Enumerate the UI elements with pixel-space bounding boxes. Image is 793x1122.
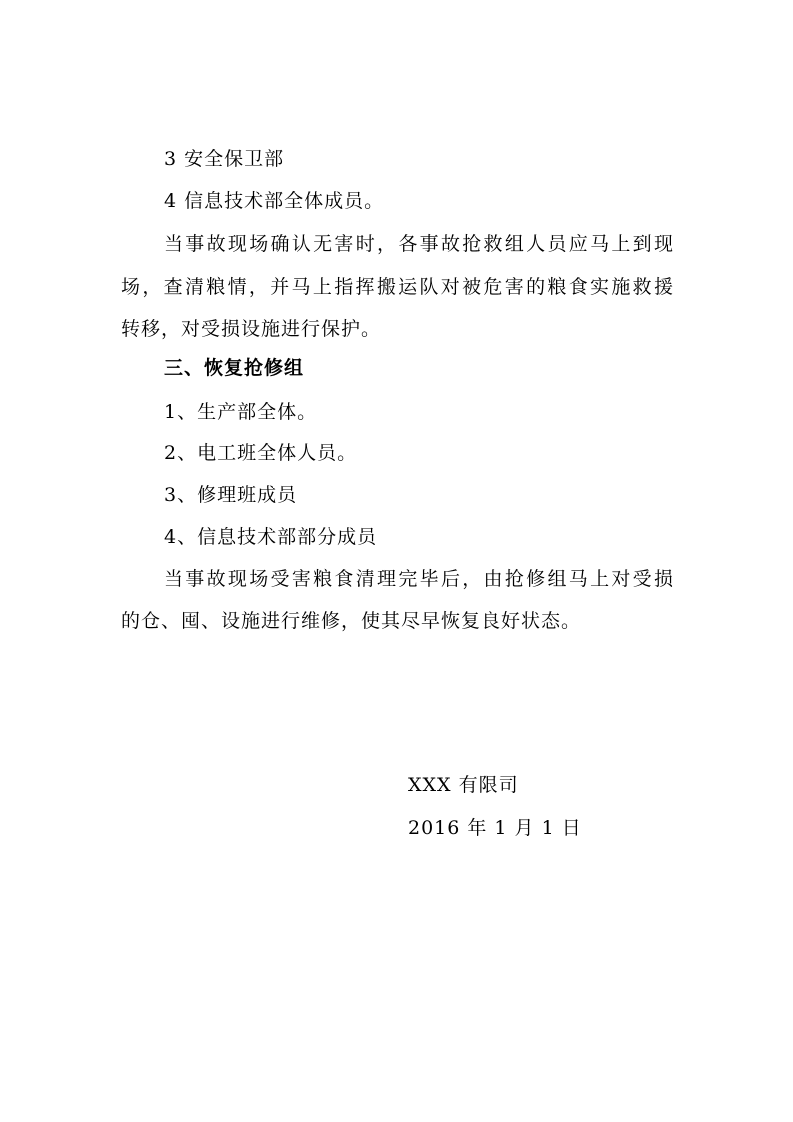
paragraph-rescue-line-2: 场，查清粮情，并马上指挥搬运队对被危害的粮食实施救援 — [121, 276, 673, 298]
list-item-it-dept-all: 4 信息技术部全体成员。 — [164, 190, 385, 212]
list-item-repair-team: 3、修理班成员 — [164, 484, 298, 506]
paragraph-rescue-line-1: 当事故现场确认无害时，各事故抢救组人员应马上到现 — [164, 233, 673, 255]
signature-date: 2016 年 1 月 1 日 — [408, 817, 582, 839]
paragraph-repair-line-2: 的仓、囤、设施进行维修，使其尽早恢复良好状态。 — [121, 610, 582, 632]
signature-company: XXX 有限司 — [408, 774, 519, 796]
list-item-electrician-team: 2、电工班全体人员。 — [164, 442, 358, 464]
paragraph-repair-line-1: 当事故现场受害粮食清理完毕后，由抢修组马上对受损 — [164, 568, 673, 590]
section-heading-repair-group: 三、恢复抢修组 — [164, 357, 305, 379]
list-item-it-dept-partial: 4、信息技术部部分成员 — [164, 526, 378, 548]
paragraph-rescue-line-3: 转移，对受损设施进行保护。 — [121, 318, 382, 340]
list-item-security-dept: 3 安全保卫部 — [164, 148, 285, 170]
list-item-production-dept: 1、生产部全体。 — [164, 401, 318, 423]
